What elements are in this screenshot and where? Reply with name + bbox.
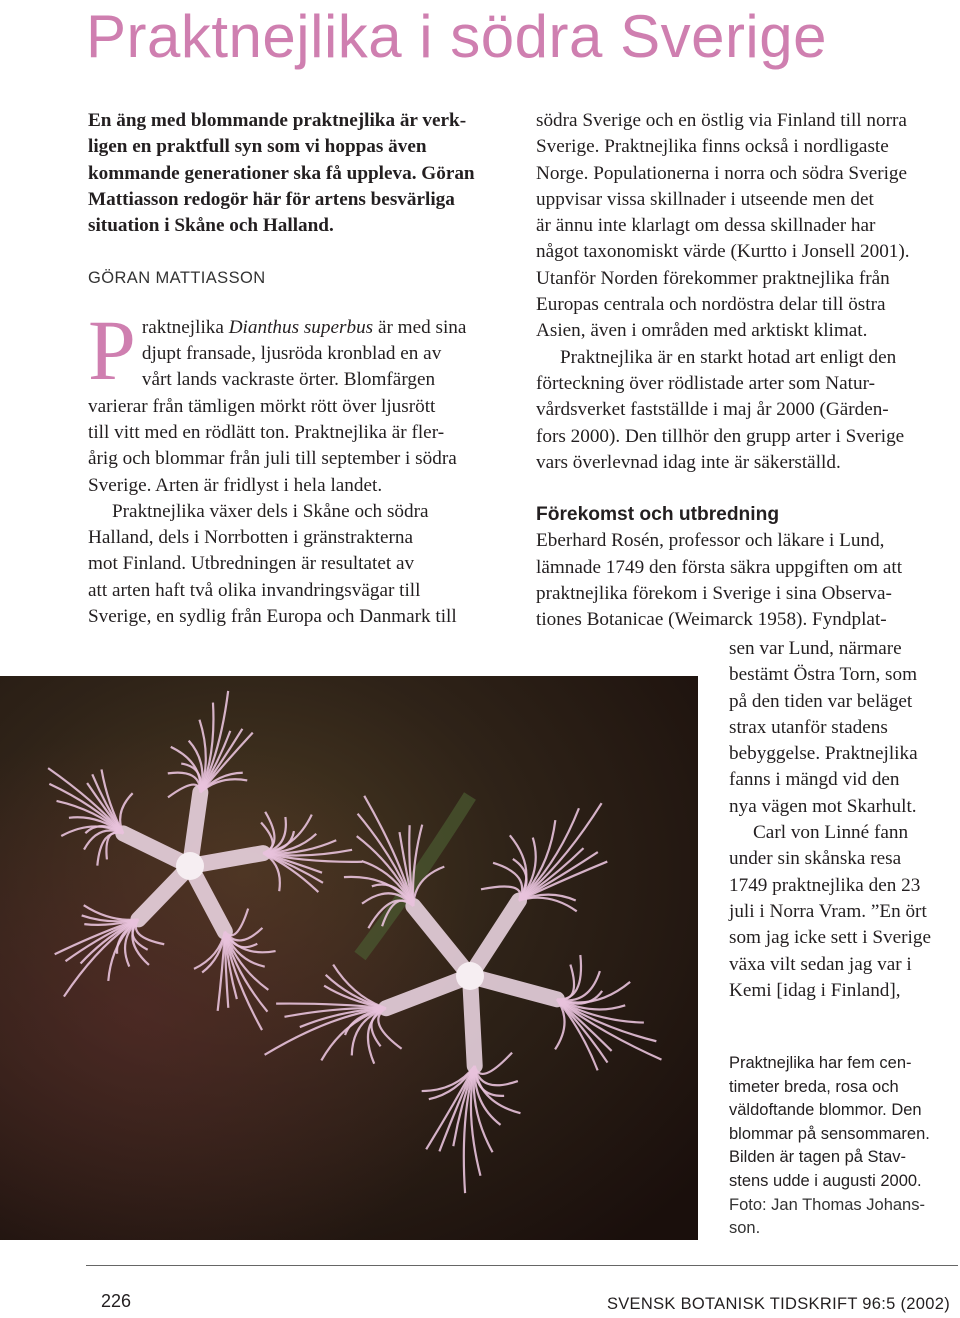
lead-line: En äng med blommande praktnejlika är verk-	[88, 110, 467, 131]
body-line: djupt fransade, ljusröda kronblad en av	[141, 343, 442, 365]
journal-name: SVENSK BOTANISK TIDSKRIFT 96:5 (2002)	[606, 1295, 950, 1313]
body-line: är ännu inte klarlagt om dessa skillnader har	[536, 215, 876, 237]
author-byline: GÖRAN MATTIASSON	[88, 269, 266, 288]
page-number: 226	[101, 1291, 132, 1311]
body-line: fors 2000). Den tillhör den grupp arter i Sverige	[536, 425, 905, 447]
body-line: Norge. Populationerna i norra och södra Sverige	[536, 162, 908, 184]
body-line: varierar från tämligen mörkt rött över ljusrött	[88, 395, 436, 417]
body-line: vars överlevnad idag inte är säkerställd.	[536, 451, 841, 473]
body-line: Utanför Norden förekommer praktnejlika från	[536, 267, 890, 289]
body-line: Praktnejlika är en starkt hotad art enligt den	[560, 346, 897, 368]
body-line: Halland, dels i Norrbotten i gränstrakterna	[88, 527, 414, 549]
body-paragraph	[88, 499, 513, 630]
body-line: juli i Norra Vram. ”En ört	[729, 900, 927, 922]
caption-line: stens udde i augusti 2000.	[729, 1171, 922, 1190]
body-line: Kemi [idag i Finland],	[729, 979, 901, 1001]
body-line: 1749 praktnejlika den 23	[729, 874, 921, 896]
body-text: raktnejlika	[141, 316, 224, 338]
body-line: nya vägen mot Skarhult.	[729, 795, 917, 817]
body-line: lämnade 1749 den första säkra uppgiften om att	[536, 556, 903, 578]
body-line: vårt lands vackraste örter. Blomfärgen	[141, 369, 436, 391]
caption-line: Praktnejlika har fem cen-	[729, 1054, 912, 1072]
body-line: tiones Botanicae (Weimarck 1958). Fyndplat-	[536, 609, 887, 631]
body-line: årig och blommar från juli till september i södra	[88, 448, 457, 470]
body-line: något taxonomiskt värde (Kurtto i Jonsell 2001).	[536, 241, 910, 263]
body-line: som jag icke sett i Sverige	[729, 927, 931, 949]
left-column	[88, 108, 513, 630]
drop-cap: P	[88, 301, 136, 398]
intro-paragraph	[88, 301, 513, 499]
body-paragraph	[536, 108, 958, 345]
body-line: fanns i mängd vid den	[729, 769, 900, 791]
body-line: Praktnejlika växer dels i Skåne och södra	[112, 500, 429, 522]
body-line: Sverige. Arten är fridlyst i hela landet.	[88, 474, 383, 496]
footer-rule	[86, 1265, 958, 1266]
body-line: praktnejlika förekom i Sverige i sina Observa-	[536, 583, 892, 605]
body-line: under sin skånska resa	[729, 848, 902, 870]
body-line: att arten haft två olika invandringsvägar till	[88, 579, 421, 601]
body-paragraph	[536, 345, 958, 476]
body-line: Asien, även i områden med arktiskt klimat.	[536, 320, 868, 342]
body-line: bebyggelse. Praktnejlika	[729, 743, 918, 765]
caption-line: Bilden är tagen på Stav-	[729, 1148, 907, 1167]
body-line: vårdsverket fastställde i maj år 2000 (Gärden-	[536, 399, 889, 421]
body-line: växa vilt sedan jag var i	[729, 953, 912, 975]
body-line: strax utanför stadens	[729, 716, 888, 738]
photo-background-tint	[0, 676, 698, 1240]
caption-line: timeter breda, rosa och	[729, 1077, 899, 1096]
body-line: uppvisar vissa skillnader i utseende men det	[536, 188, 874, 210]
body-paragraph	[536, 528, 958, 633]
body-line: sen var Lund, närmare	[729, 638, 902, 659]
body-line	[88, 315, 513, 341]
body-line: Sverige, en sydlig från Europa och Danmark till	[88, 606, 457, 628]
body-line: på den tiden var beläget	[729, 690, 913, 712]
article-title: Praktnejlika i södra Sverige	[86, 3, 828, 70]
right-column	[536, 108, 958, 634]
caption-line: väldoftande blommor. Den	[729, 1101, 922, 1120]
flower-center	[456, 962, 484, 990]
photo-credit: Foto: Jan Thomas Johans-	[729, 1195, 925, 1214]
body-line: södra Sverige och en östlig via Finland till norra	[536, 110, 907, 131]
body-line: till vitt med en rödlätt ton. Praktnejlika är fler-	[88, 421, 445, 443]
body-text: är med sina	[373, 316, 467, 338]
lead-line: ligen en praktfull syn som vi hoppas även	[88, 136, 427, 158]
photo-caption	[729, 1052, 930, 1241]
body-line: förteckning över rödlistade arter som Natur-	[536, 372, 876, 394]
body-line: Europas centrala och nordöstra delar till östra	[536, 294, 886, 316]
body-line: Eberhard Rosén, professor och läkare i Lund,	[536, 530, 885, 552]
flower-photo	[0, 676, 698, 1240]
caption-line: blommar på sensommaren.	[729, 1124, 930, 1143]
photo-credit: son.	[729, 1219, 761, 1238]
body-line: Carl von Linné fann	[753, 822, 909, 844]
species-name: Dianthus superbus	[228, 316, 374, 338]
lead-line: Mattiasson redogör här för artens besvärliga	[88, 188, 455, 210]
lead-line: situation i Skåne och Halland.	[88, 215, 334, 237]
flower-center	[176, 852, 204, 880]
section-heading: Förekomst och utbredning	[536, 504, 780, 526]
lead-paragraph	[88, 108, 513, 239]
body-line: bestämt Östra Torn, som	[729, 664, 918, 686]
body-line: mot Finland. Utbredningen är resultatet av	[88, 553, 415, 575]
lead-line: kommande generationer ska få uppleva. Göran	[88, 162, 475, 184]
wrapped-column	[729, 636, 931, 1004]
body-line: Sverige. Praktnejlika finns också i nordligaste	[536, 136, 889, 158]
